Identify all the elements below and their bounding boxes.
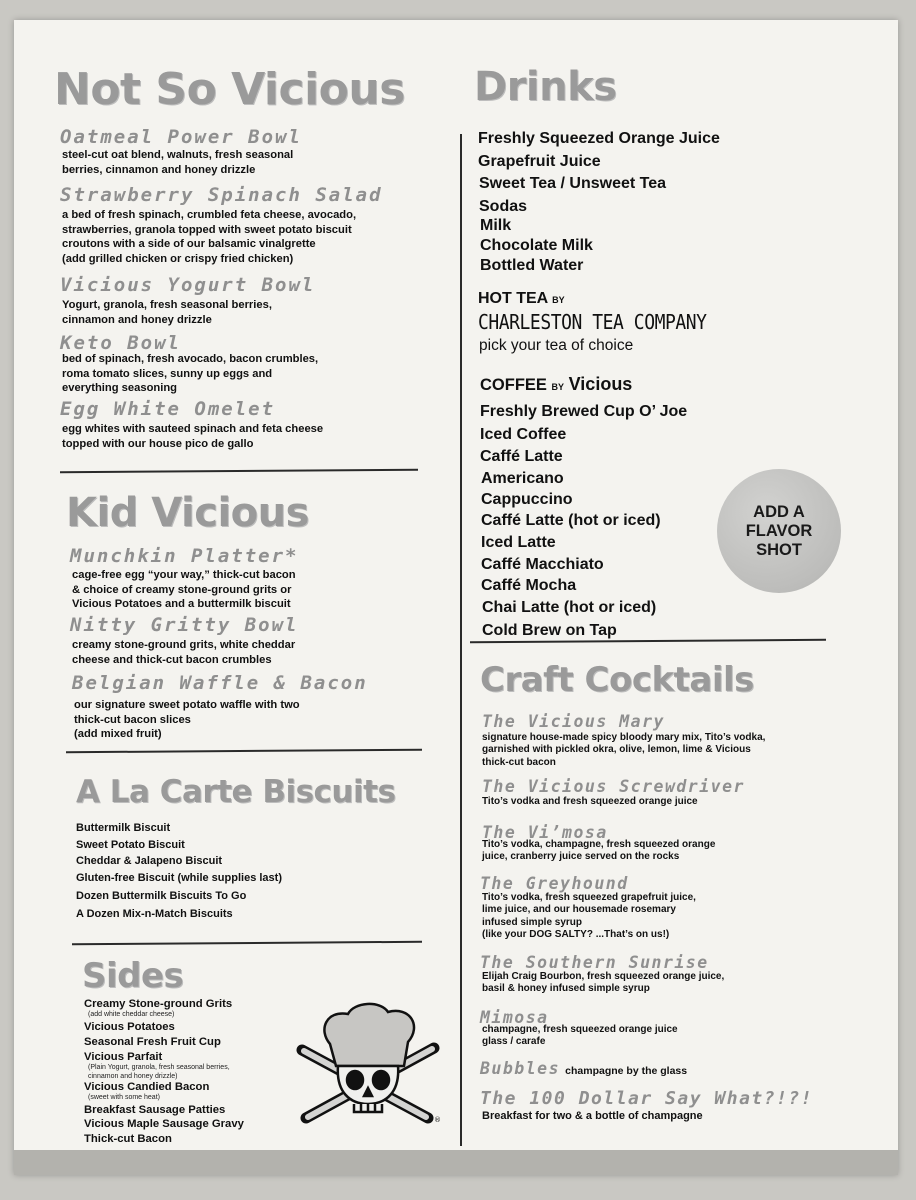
list-item: Vicious Parfait — [84, 1051, 163, 1063]
list-item: Caffé Latte (hot or iced) — [481, 512, 661, 529]
list-item: Caffé Macchiato — [481, 556, 604, 573]
list-item: Iced Latte — [481, 534, 556, 551]
hot-tea-label: HOT TEA BY — [478, 290, 565, 307]
item-desc: Tito’s vodka, champagne, fresh squeezed orange juice, cranberry juice served on the rocks — [482, 839, 716, 863]
section-title: Not So Vicious — [54, 64, 405, 115]
section-title: Craft Cocktails — [480, 660, 754, 700]
item-name: The Greyhound — [480, 874, 629, 893]
item-name: Vicious Yogurt Bowl — [60, 274, 316, 296]
list-item: Sweet Potato Biscuit — [76, 839, 185, 851]
list-item: Vicious Candied Bacon — [84, 1081, 210, 1093]
item-note: (add white cheddar cheese) — [88, 1011, 175, 1018]
registered-mark: ® — [434, 1116, 441, 1124]
list-item: Bottled Water — [480, 257, 584, 274]
item-desc: champagne, fresh squeezed orange juice glass / carafe — [482, 1024, 678, 1048]
item-desc: Breakfast for two & a bottle of champagne — [482, 1110, 703, 1122]
list-item: Iced Coffee — [480, 426, 567, 443]
item-desc: Elijah Craig Bourbon, fresh squeezed orange juice, basil & honey infused simple syrup — [482, 971, 725, 995]
item-name: The Vicious Screwdriver — [482, 777, 745, 796]
list-item: Freshly Squeezed Orange Juice — [478, 130, 720, 147]
list-item: Cappuccino — [481, 491, 573, 508]
page-shadow — [14, 1150, 898, 1175]
list-item: A Dozen Mix-n-Match Biscuits — [76, 908, 233, 920]
item-desc: cage-free egg “your way,” thick-cut bacon & choice of creamy stone-ground grits or Vicious Potatoes and a buttermilk biscuit — [72, 569, 296, 611]
item-desc: creamy stone-ground grits, white cheddar cheese and thick-cut bacon crumbles — [72, 639, 296, 666]
list-item: Americano — [481, 470, 564, 487]
list-item: Seasonal Fresh Fruit Cup — [84, 1036, 221, 1048]
section-title: A La Carte Biscuits — [76, 774, 396, 810]
list-item: Sodas — [479, 198, 528, 215]
tea-subtitle: pick your tea of choice — [479, 337, 634, 354]
item-name: Munchkin Platter* — [70, 545, 299, 567]
tea-company-name: CHARLESTON TEA COMPANY — [478, 310, 707, 334]
list-item: Creamy Stone-ground Grits — [84, 998, 233, 1010]
item-note: (sweet with some heat) — [88, 1094, 160, 1101]
coffee-label: COFFEE BY Vicious — [480, 374, 633, 394]
item-name: Belgian Waffle & Bacon — [72, 672, 368, 694]
section-title: Sides — [82, 956, 184, 996]
item-note: (Plain Yogurt, granola, fresh seasonal berries, cinnamon and honey drizzle) — [88, 1064, 230, 1080]
item-name: Bubbles — [480, 1059, 561, 1078]
list-item: Chai Latte (hot or iced) — [482, 599, 657, 616]
list-item: Vicious Maple Sausage Gravy — [84, 1118, 244, 1130]
list-item: Sweet Tea / Unsweet Tea — [479, 175, 667, 192]
item-name: Nitty Gritty Bowl — [70, 614, 299, 636]
item-desc: Yogurt, granola, fresh seasonal berries, cinnamon and honey drizzle — [62, 299, 272, 326]
item-desc: egg whites with sauteed spinach and feta cheese topped with our house pico de gallo — [62, 423, 324, 450]
list-item: Vicious Potatoes — [84, 1021, 175, 1033]
item-name: The Southern Sunrise — [480, 953, 709, 972]
list-item: Breakfast Sausage Patties — [84, 1104, 226, 1116]
item-desc: Tito’s vodka and fresh squeezed orange juice — [482, 796, 698, 807]
column-divider — [460, 134, 462, 1146]
list-item: Chocolate Milk — [480, 237, 593, 254]
item-name: The Vi’mosa — [482, 823, 608, 842]
skull-chef-logo-icon — [292, 1000, 444, 1128]
item-name: The 100 Dollar Say What?!?! — [480, 1088, 814, 1109]
item-name: Strawberry Spinach Salad — [60, 184, 383, 206]
list-item: Buttermilk Biscuit — [76, 822, 171, 834]
list-item: Freshly Brewed Cup O’ Joe — [480, 403, 688, 420]
item-desc: signature house-made spicy bloody mary mix, Tito’s vodka, garnished with pickled okra, olive, lemon, lime & Vicious thick-cut bacon — [482, 732, 766, 768]
item-desc: our signature sweet potato waffle with two thick-cut bacon slices (add mixed fruit) — [74, 699, 300, 741]
list-item: Cheddar & Jalapeno Biscuit — [76, 855, 223, 867]
list-item: Thick-cut Bacon — [84, 1133, 172, 1145]
list-item: Grapefruit Juice — [478, 153, 601, 170]
item-name: Mimosa — [480, 1008, 549, 1027]
item-name: Keto Bowl — [60, 332, 181, 354]
item-desc: a bed of fresh spinach, crumbled feta cheese, avocado, strawberries, granola topped with sweet potato biscuit croutons with a side of our balsamic vinalgrette (add grilled chicken or crispy fried chicken) — [62, 209, 357, 265]
list-item: Caffé Mocha — [481, 577, 577, 594]
section-title: Drinks — [474, 64, 617, 110]
item-name: Egg White Omelet — [60, 398, 276, 420]
item-desc: steel-cut oat blend, walnuts, fresh seasonal berries, cinnamon and honey drizzle — [62, 149, 294, 176]
bubbles-item — [480, 1059, 687, 1078]
item-desc: bed of spinach, fresh avocado, bacon crumbles, roma tomato slices, sunny up eggs and everything seasoning — [62, 353, 319, 395]
list-item: Dozen Buttermilk Biscuits To Go — [76, 890, 247, 902]
list-item: Milk — [480, 217, 512, 234]
flavor-shot-badge: ADD A FLAVOR SHOT — [717, 469, 841, 593]
item-desc: Tito’s vodka, fresh squeezed grapefruit juice, lime juice, and our housemade rosemary infused simple syrup (like your DOG SALTY? ...That’s on us!) — [482, 892, 696, 940]
list-item: Gluten-free Biscuit (while supplies last) — [76, 872, 282, 884]
list-item: Cold Brew on Tap — [482, 622, 617, 639]
item-desc: champagne by the glass — [565, 1065, 688, 1077]
section-title: Kid Vicious — [66, 490, 309, 536]
item-name: The Vicious Mary — [482, 712, 665, 731]
item-name: Oatmeal Power Bowl — [60, 126, 302, 148]
list-item: Caffé Latte — [480, 448, 563, 465]
